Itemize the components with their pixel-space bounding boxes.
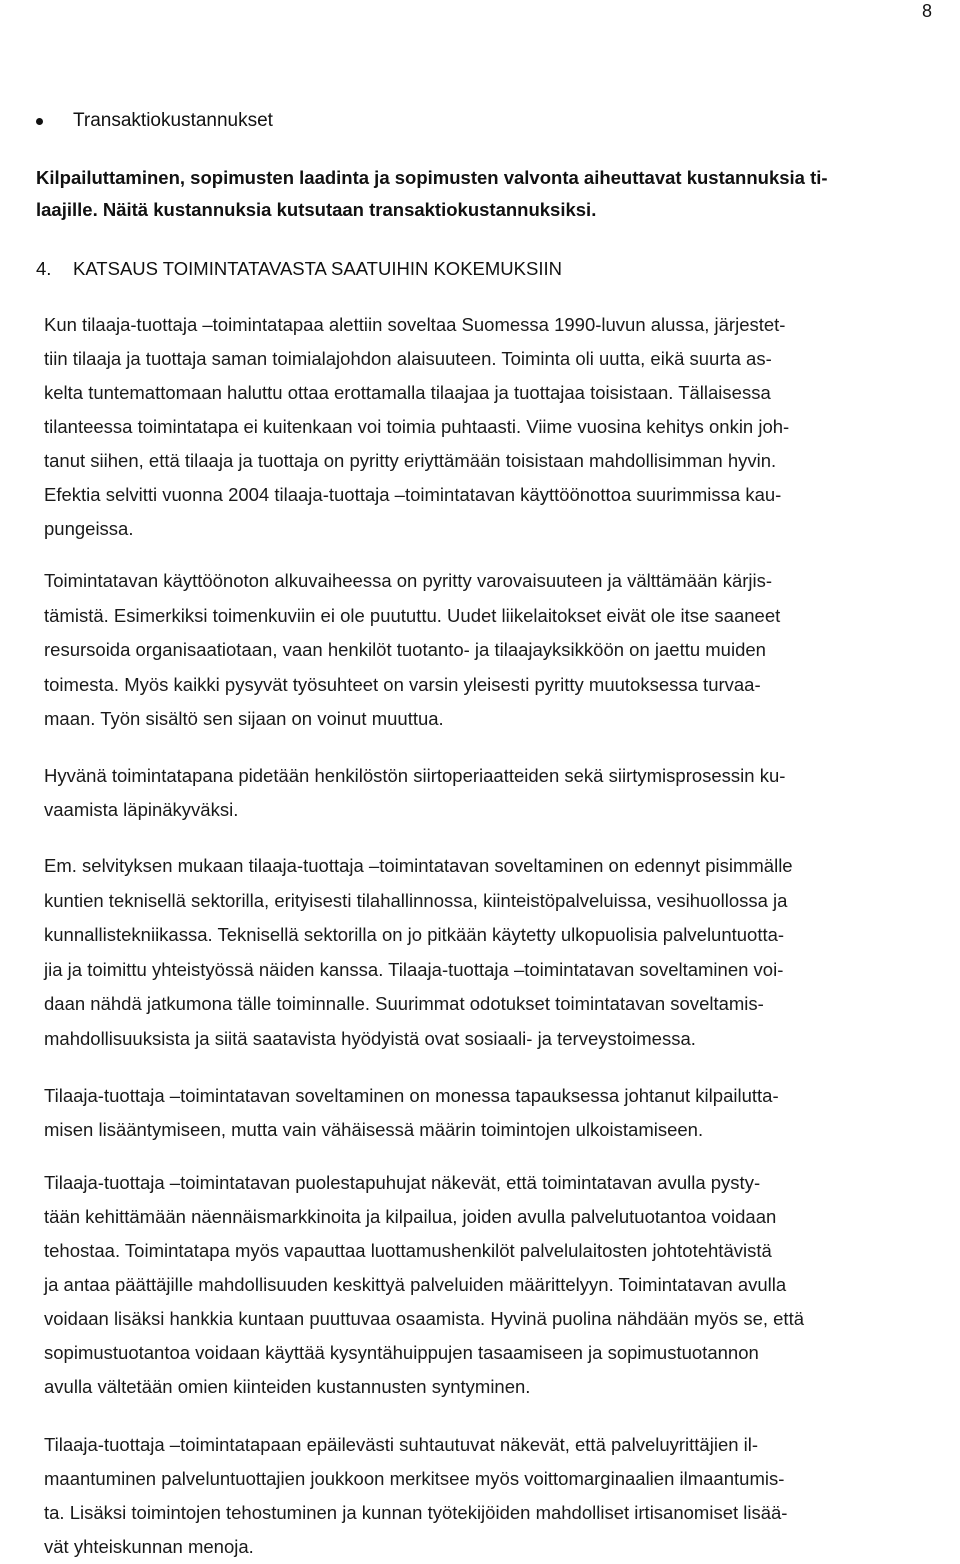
paragraph-line: daan nähdä jatkumona tälle toiminnalle. Suurimmat odotukset toimintatavan soveltamis- [44,993,764,1014]
paragraph-line: pungeissa. [44,518,134,539]
paragraph-line: ja antaa päättäjille mahdollisuuden keskittyä palveluiden määrittelyyn. Toimintatavan avulla [44,1274,787,1295]
paragraph-3 [44,759,944,827]
paragraph-line: Hyvänä toimintatapana pidetään henkilöstön siirtoperiaatteiden sekä siirtymisprosessin ku- [44,765,786,786]
paragraph-4 [44,849,944,1056]
paragraph-line: kunnallistekniikassa. Teknisellä sektorilla on jo pitkään käytetty ulkopuolisia palveluntuotta- [44,924,785,945]
paragraph-5 [44,1079,944,1147]
paragraph-line: mahdollisuuksista ja siitä saatavista hyödyistä ovat sosiaali- ja terveystoimessa. [44,1027,696,1049]
intro-line: laajille. Näitä kustannuksia kutsutaan transaktiokustannuksiksi. [36,199,597,220]
paragraph-line: avulla vältetään omien kiinteiden kustannusten syntyminen. [44,1376,531,1397]
paragraph-1 [44,308,944,546]
paragraph-line: maan. Työn sisältö sen sijaan on voinut muuttua. [44,708,444,729]
paragraph-line: Toimintatavan käyttöönoton alkuvaiheessa on pyritty varovaisuuteen ja välttämään kärjis- [44,570,773,591]
paragraph-line: Efektia selvitti vuonna 2004 tilaaja-tuottaja –toimintatavan käyttöönottoa suurimmissa kau- [44,484,782,505]
paragraph-line: Em. selvityksen mukaan tilaaja-tuottaja –toimintatavan soveltaminen on edennyt pisimmälle [44,855,793,876]
paragraph-line: sopimustuotantoa voidaan käyttää kysyntähuippujen tasaamiseen ja sopimustuotannon [44,1342,759,1363]
page-number: 8 [921,1,932,21]
paragraph-7 [44,1428,944,1564]
paragraph-line: jia ja toimittu yhteistyössä näiden kanssa. Tilaaja-tuottaja –toimintatavan soveltaminen voi- [44,958,784,980]
paragraph-2 [44,564,944,737]
section-number: 4. [36,258,52,279]
paragraph-line: kuntien teknisellä sektorilla, erityisesti tilahallinnossa, kiinteistöpalveluissa, vesihuollossa ja [44,889,788,911]
paragraph-line: Tilaaja-tuottaja –toimintatapaan epäilevästi suhtautuvat näkevät, että palveluyrittäjien il- [44,1434,759,1455]
bullet-dot-icon [36,118,43,125]
paragraph-line: kelta tuntemattomaan haluttu ottaa erottamalla tilaajaa ja tuottajaa toisistaan. Tällaisessa [44,382,771,403]
paragraph-line: misen lisääntymiseen, mutta vain vähäisessä määrin toimintojen ulkoistamiseen. [44,1119,704,1140]
intro-bold-paragraph [36,162,936,226]
paragraph-line: voidaan lisäksi hankkia kuntaan puuttuvaa osaamista. Hyvinä puolina nähdään myös se, että [44,1308,804,1329]
section-title: KATSAUS TOIMINTATAVASTA SAATUIHIN KOKEMUKSIIN [73,258,562,279]
paragraph-line: Tilaaja-tuottaja –toimintatavan soveltaminen on monessa tapauksessa johtanut kilpailutta- [44,1085,779,1106]
paragraph-line: tään kehittämään näennäismarkkinoita ja kilpailua, joiden avulla palvelutuotantoa voidaan [44,1206,777,1227]
paragraph-line: tilanteessa toimintatapa ei kuitenkaan voi toimia puhtaasti. Viime vuosina kehitys onkin joh- [44,416,790,437]
intro-line: Kilpailuttaminen, sopimusten laadinta ja sopimusten valvonta aiheuttavat kustannuksia ti- [36,167,828,188]
paragraph-line: Kun tilaaja-tuottaja –toimintatapaa alettiin soveltaa Suomessa 1990-luvun alussa, järjestet- [44,314,786,335]
paragraph-line: vät yhteiskunnan menoja. [44,1536,254,1557]
paragraph-6 [44,1166,944,1404]
bullet-text: Transaktiokustannukset [73,110,273,131]
bullet-item [36,108,273,134]
section-heading [36,256,562,282]
paragraph-line: tanut siihen, että tilaaja ja tuottaja on pyritty eriyttämään toisistaan mahdollisimman hyvin. [44,450,777,471]
paragraph-line: vaamista läpinäkyväksi. [44,799,239,820]
paragraph-line: Tilaaja-tuottaja –toimintatavan puolestapuhujat näkevät, että toimintatavan avulla pysty- [44,1172,761,1193]
paragraph-line: resursoida organisaatiotaan, vaan henkilöt tuotanto- ja tilaajayksikköön on jaettu muiden [44,639,766,660]
paragraph-line: tehostaa. Toimintatapa myös vapauttaa luottamushenkilöt palvelulaitosten johtotehtävistä [44,1240,772,1261]
paragraph-line: tiin tilaaja ja tuottaja saman toimialajohdon alaisuuteen. Toiminta oli uutta, eikä suurta as- [44,348,772,369]
paragraph-line: tämistä. Esimerkiksi toimenkuviin ei ole puututtu. Uudet liikelaitokset eivät ole itse saaneet [44,604,781,626]
paragraph-line: ta. Lisäksi toimintojen tehostuminen ja kunnan työtekijöiden mahdolliset irtisanomiset lisää- [44,1502,788,1523]
paragraph-line: toimesta. Myös kaikki pysyvät työsuhteet on varsin yleisesti pyritty muutoksessa turvaa- [44,673,761,695]
paragraph-line: maantuminen palveluntuottajien joukkoon merkitsee myös voittomarginaalien ilmaantumis- [44,1468,785,1489]
